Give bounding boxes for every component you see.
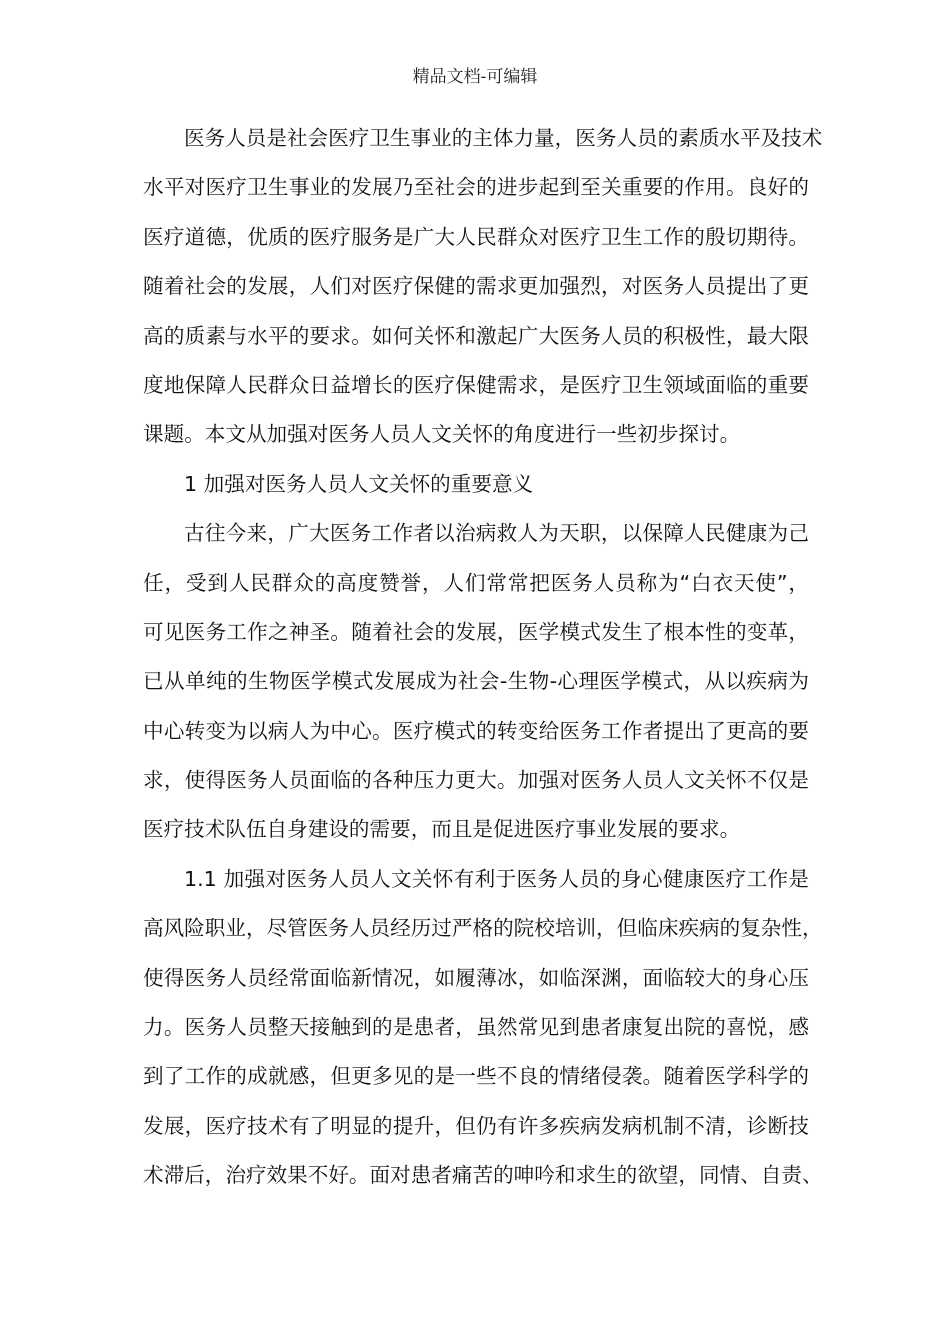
text-line: 力。医务人员整天接触到的是患者，虽然常见到患者康复出院的喜悦，感 bbox=[143, 1015, 809, 1040]
text-line: 水平对医疗卫生事业的发展乃至社会的进步起到至关重要的作用。良好的 bbox=[143, 175, 809, 200]
text-line: 已从单纯的生物医学模式发展成为社会-生物-心理医学模式，从以疾病为 bbox=[143, 669, 809, 694]
text-line: 医疗技术队伍自身建设的需要，而且是促进医疗事业发展的要求。 bbox=[143, 817, 741, 842]
text-line: 中心转变为以病人为中心。医疗模式的转变给医务工作者提出了更高的要 bbox=[143, 718, 809, 743]
text-line: 求，使得医务人员面临的各种压力更大。加强对医务人员人文关怀不仅是 bbox=[143, 768, 809, 793]
text-line: 术滞后，治疗效果不好。面对患者痛苦的呻吟和求生的欲望，同情、自责、 bbox=[143, 1163, 823, 1188]
section-heading: 1 加强对医务人员人文关怀的重要意义 bbox=[184, 471, 534, 496]
text-line: 高的质素与水平的要求。如何关怀和激起广大医务人员的积极性，最大限 bbox=[143, 323, 809, 348]
text-line: 到了工作的成就感，但更多见的是一些不良的情绪侵袭。随着医学科学的 bbox=[143, 1064, 809, 1089]
text-line: 高风险职业，尽管医务人员经历过严格的院校培训，但临床疾病的复杂性， bbox=[143, 916, 823, 941]
text-line: 古往今来，广大医务工作者以治病救人为天职，以保障人民健康为己 bbox=[184, 521, 809, 546]
text-line: 随着社会的发展，人们对医疗保健的需求更加强烈，对医务人员提出了更 bbox=[143, 274, 809, 299]
page-header: 精品文档-可编辑 bbox=[412, 67, 538, 87]
text-line: 医务人员是社会医疗卫生事业的主体力量，医务人员的素质水平及技术 bbox=[184, 126, 823, 150]
text-line: 发展，医疗技术有了明显的提升，但仍有许多疾病发病机制不清，诊断技 bbox=[143, 1113, 809, 1138]
subsection-line: 1.1 加强对医务人员人文关怀有利于医务人员的身心健康医疗工作是 bbox=[184, 866, 809, 891]
text-line: 可见医务工作之神圣。随着社会的发展，医学模式发生了根本性的变革， bbox=[143, 619, 809, 644]
text-line: 医疗道德，优质的医疗服务是广大人民群众对医疗卫生工作的殷切期待。 bbox=[143, 224, 809, 249]
text-line: 使得医务人员经常面临新情况，如履薄冰，如临深渊，面临较大的身心压 bbox=[143, 965, 809, 990]
text-line: 课题。本文从加强对医务人员人文关怀的角度进行一些初步探讨。 bbox=[143, 422, 741, 447]
text-line: 任，受到人民群众的高度赞誉，人们常常把医务人员称为“白衣天使”， bbox=[143, 570, 809, 595]
text-line: 度地保障人民群众日益增长的医疗保健需求，是医疗卫生领域面临的重要 bbox=[143, 372, 809, 397]
document-body bbox=[143, 114, 823, 1201]
